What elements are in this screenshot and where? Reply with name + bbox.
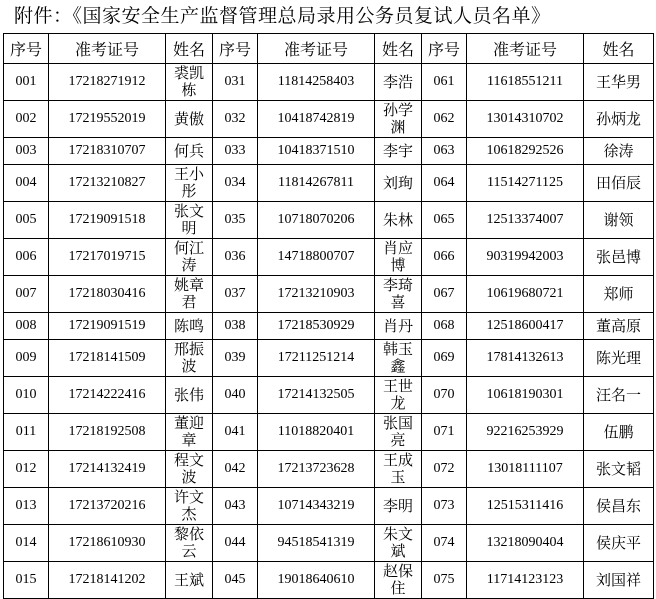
cell-index: 042 [213, 451, 258, 488]
cell-name: 王华男 [584, 64, 654, 101]
cell-exam-id: 17218141509 [49, 340, 166, 377]
cell-exam-id: 17213720216 [49, 488, 166, 525]
cell-index: 011 [4, 414, 49, 451]
cell-index: 002 [4, 101, 49, 138]
cell-name: 朱林 [375, 202, 422, 239]
cell-index: 036 [213, 239, 258, 276]
table-row [4, 377, 654, 414]
cell-exam-id: 10618190301 [467, 377, 584, 414]
cell-index: 039 [213, 340, 258, 377]
cell-name: 侯庆平 [584, 525, 654, 562]
cell-name: 张国亮 [375, 414, 422, 451]
cell-index: 064 [422, 165, 467, 202]
cell-exam-id: 17214132419 [49, 451, 166, 488]
cell-exam-id: 11814267811 [258, 165, 375, 202]
cell-name: 张伟 [166, 377, 213, 414]
cell-exam-id: 17213210827 [49, 165, 166, 202]
cell-index: 069 [422, 340, 467, 377]
cell-exam-id: 11514271125 [467, 165, 584, 202]
cell-exam-id: 17214132505 [258, 377, 375, 414]
cell-exam-id: 17214222416 [49, 377, 166, 414]
cell-exam-id: 11814258403 [258, 64, 375, 101]
table-row [4, 414, 654, 451]
header-cell-index: 序号 [422, 34, 467, 64]
cell-index: 044 [213, 525, 258, 562]
cell-exam-id: 17218271912 [49, 64, 166, 101]
cell-name: 李宇 [375, 138, 422, 165]
table-row [4, 276, 654, 313]
cell-exam-id: 94518541319 [258, 525, 375, 562]
cell-exam-id: 10714343219 [258, 488, 375, 525]
cell-exam-id: 12513374007 [467, 202, 584, 239]
cell-exam-id: 11018820401 [258, 414, 375, 451]
table-row [4, 340, 654, 377]
cell-index: 068 [422, 313, 467, 340]
cell-index: 005 [4, 202, 49, 239]
cell-exam-id: 13018111107 [467, 451, 584, 488]
header-cell-name: 姓名 [166, 34, 213, 64]
cell-index: 041 [213, 414, 258, 451]
header-cell-exam-id: 准考证号 [49, 34, 166, 64]
cell-index: 035 [213, 202, 258, 239]
cell-index: 003 [4, 138, 49, 165]
document-title: 附件：《国家安全生产监督管理总局录用公务员复试人员名单》 [14, 5, 551, 27]
cell-name: 李明 [375, 488, 422, 525]
cell-name: 王世龙 [375, 377, 422, 414]
cell-index: 070 [422, 377, 467, 414]
cell-name: 孙炳龙 [584, 101, 654, 138]
cell-exam-id: 17218141202 [49, 562, 166, 599]
cell-index: 066 [422, 239, 467, 276]
cell-exam-id: 11714123123 [467, 562, 584, 599]
cell-name: 姚章君 [166, 276, 213, 313]
header-cell-exam-id: 准考证号 [258, 34, 375, 64]
cell-index: 034 [213, 165, 258, 202]
cell-index: 045 [213, 562, 258, 599]
cell-name: 张邑博 [584, 239, 654, 276]
header-row [4, 34, 654, 64]
table-row [4, 239, 654, 276]
cell-index: 004 [4, 165, 49, 202]
table-row [4, 64, 654, 101]
candidate-table [3, 33, 654, 599]
cell-index: 015 [4, 562, 49, 599]
cell-index: 067 [422, 276, 467, 313]
cell-name: 侯昌东 [584, 488, 654, 525]
cell-index: 032 [213, 101, 258, 138]
cell-name: 何兵 [166, 138, 213, 165]
cell-exam-id: 17219091519 [49, 313, 166, 340]
cell-index: 063 [422, 138, 467, 165]
cell-name: 赵保住 [375, 562, 422, 599]
cell-index: 073 [422, 488, 467, 525]
cell-index: 072 [422, 451, 467, 488]
cell-name: 王成玉 [375, 451, 422, 488]
cell-index: 006 [4, 239, 49, 276]
cell-index: 001 [4, 64, 49, 101]
cell-exam-id: 11618551211 [467, 64, 584, 101]
cell-name: 裘凯栋 [166, 64, 213, 101]
cell-name: 朱文斌 [375, 525, 422, 562]
cell-index: 061 [422, 64, 467, 101]
cell-name: 王小彤 [166, 165, 213, 202]
cell-name: 何江涛 [166, 239, 213, 276]
cell-exam-id: 19018640610 [258, 562, 375, 599]
cell-index: 014 [4, 525, 49, 562]
cell-exam-id: 17213723628 [258, 451, 375, 488]
table-row [4, 165, 654, 202]
cell-exam-id: 10618292526 [467, 138, 584, 165]
cell-name: 伍鹏 [584, 414, 654, 451]
table-row [4, 562, 654, 599]
cell-name: 刘国祥 [584, 562, 654, 599]
cell-exam-id: 17219091518 [49, 202, 166, 239]
cell-index: 008 [4, 313, 49, 340]
cell-exam-id: 17218310707 [49, 138, 166, 165]
cell-exam-id: 17211251214 [258, 340, 375, 377]
cell-name: 程文波 [166, 451, 213, 488]
cell-index: 075 [422, 562, 467, 599]
cell-exam-id: 17213210903 [258, 276, 375, 313]
table-row [4, 101, 654, 138]
header-cell-index: 序号 [213, 34, 258, 64]
cell-index: 038 [213, 313, 258, 340]
cell-name: 许文杰 [166, 488, 213, 525]
cell-exam-id: 17218530929 [258, 313, 375, 340]
cell-exam-id: 12518600417 [467, 313, 584, 340]
cell-exam-id: 13014310702 [467, 101, 584, 138]
cell-exam-id: 14718800707 [258, 239, 375, 276]
cell-name: 李浩 [375, 64, 422, 101]
cell-index: 033 [213, 138, 258, 165]
cell-name: 黄傲 [166, 101, 213, 138]
header-cell-name: 姓名 [584, 34, 654, 64]
table-row [4, 488, 654, 525]
cell-index: 071 [422, 414, 467, 451]
table-row [4, 138, 654, 165]
cell-exam-id: 10718070206 [258, 202, 375, 239]
cell-name: 张文明 [166, 202, 213, 239]
cell-exam-id: 13218090404 [467, 525, 584, 562]
cell-name: 陈鸣 [166, 313, 213, 340]
cell-name: 韩玉鑫 [375, 340, 422, 377]
cell-name: 郑师 [584, 276, 654, 313]
cell-name: 王斌 [166, 562, 213, 599]
cell-name: 陈光理 [584, 340, 654, 377]
cell-name: 张文韬 [584, 451, 654, 488]
cell-index: 040 [213, 377, 258, 414]
cell-name: 董迎章 [166, 414, 213, 451]
table-row [4, 525, 654, 562]
cell-index: 010 [4, 377, 49, 414]
cell-name: 孙学渊 [375, 101, 422, 138]
cell-name: 黎依云 [166, 525, 213, 562]
cell-name: 汪名一 [584, 377, 654, 414]
cell-name: 肖丹 [375, 313, 422, 340]
cell-index: 012 [4, 451, 49, 488]
header-cell-name: 姓名 [375, 34, 422, 64]
table-row [4, 451, 654, 488]
cell-exam-id: 17217019715 [49, 239, 166, 276]
cell-index: 074 [422, 525, 467, 562]
cell-exam-id: 17218030416 [49, 276, 166, 313]
cell-index: 031 [213, 64, 258, 101]
cell-exam-id: 10418742819 [258, 101, 375, 138]
table-row [4, 202, 654, 239]
cell-index: 009 [4, 340, 49, 377]
cell-name: 肖应博 [375, 239, 422, 276]
cell-index: 037 [213, 276, 258, 313]
cell-index: 013 [4, 488, 49, 525]
cell-exam-id: 17814132613 [467, 340, 584, 377]
cell-exam-id: 17219552019 [49, 101, 166, 138]
cell-exam-id: 12515311416 [467, 488, 584, 525]
header-cell-exam-id: 准考证号 [467, 34, 584, 64]
cell-exam-id: 17218610930 [49, 525, 166, 562]
cell-exam-id: 90319942003 [467, 239, 584, 276]
cell-name: 刘珣 [375, 165, 422, 202]
cell-index: 065 [422, 202, 467, 239]
cell-exam-id: 92216253929 [467, 414, 584, 451]
cell-index: 007 [4, 276, 49, 313]
header-cell-index: 序号 [4, 34, 49, 64]
cell-exam-id: 10418371510 [258, 138, 375, 165]
table-body [4, 64, 654, 599]
cell-name: 董高原 [584, 313, 654, 340]
cell-name: 谢领 [584, 202, 654, 239]
table-row [4, 313, 654, 340]
cell-exam-id: 10619680721 [467, 276, 584, 313]
cell-index: 062 [422, 101, 467, 138]
cell-name: 李琦喜 [375, 276, 422, 313]
cell-exam-id: 17218192508 [49, 414, 166, 451]
cell-index: 043 [213, 488, 258, 525]
cell-name: 邢振波 [166, 340, 213, 377]
cell-name: 徐涛 [584, 138, 654, 165]
cell-name: 田佰辰 [584, 165, 654, 202]
